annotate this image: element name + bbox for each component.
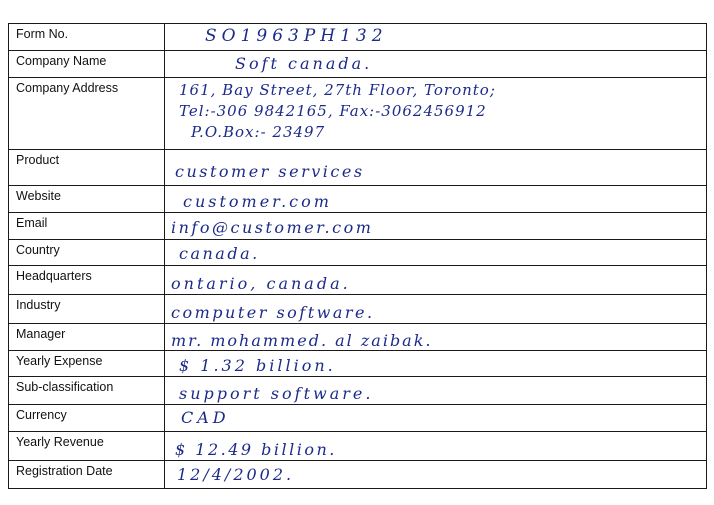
address-line: Tel:-306 9842165, Fax:-3062456912: [179, 102, 487, 120]
form-row-headquarters: [9, 266, 706, 295]
field-label: Sub-classification: [9, 377, 165, 404]
form-row-yearly-revenue: [9, 432, 706, 461]
field-value-cell: [165, 351, 706, 376]
form-row-country: [9, 240, 706, 266]
field-label: Country: [9, 240, 165, 265]
company-address-value: [165, 78, 706, 149]
field-value-cell: [165, 51, 706, 77]
form-row-website: [9, 186, 706, 213]
field-value-cell: [165, 213, 706, 239]
field-label: Manager: [9, 324, 165, 350]
form-row-industry: [9, 295, 706, 324]
sub-classification-value: support software.: [179, 384, 374, 403]
field-value-cell: [165, 240, 706, 265]
form-row-product: [9, 150, 706, 186]
field-label: Form No.: [9, 24, 165, 50]
field-value-cell: [165, 324, 706, 350]
field-label: Email: [9, 213, 165, 239]
field-label: Headquarters: [9, 266, 165, 294]
industry-value: computer software.: [171, 303, 375, 322]
yearly-revenue-value: $ 12.49 billion.: [175, 440, 337, 459]
field-value-cell: [165, 24, 706, 50]
field-value-cell: [165, 432, 706, 460]
field-label: Industry: [9, 295, 165, 323]
field-value-cell: [165, 461, 706, 488]
form-row-registration-date: [9, 461, 706, 488]
field-label: Registration Date: [9, 461, 165, 488]
registration-form: [8, 23, 707, 489]
field-value-cell: [165, 186, 706, 212]
field-value-cell: [165, 295, 706, 323]
product-value: customer services: [175, 162, 365, 181]
country-value: canada.: [179, 244, 260, 263]
form-row-company-address: [9, 78, 706, 150]
field-label: Product: [9, 150, 165, 185]
field-label: Yearly Revenue: [9, 432, 165, 460]
address-line: 161, Bay Street, 27th Floor, Toronto;: [179, 81, 496, 99]
field-value-cell: [165, 266, 706, 294]
registration-date-value: 12/4/2002.: [177, 465, 295, 484]
form-row-yearly-expense: [9, 351, 706, 377]
field-label: Yearly Expense: [9, 351, 165, 376]
form-row-currency: [9, 405, 706, 432]
field-label: Company Name: [9, 51, 165, 77]
form-row-sub-classification: [9, 377, 706, 405]
field-label: Website: [9, 186, 165, 212]
field-label: Company Address: [9, 78, 165, 149]
company-name-value: Soft canada.: [235, 54, 373, 73]
form-row-form-no: [9, 24, 706, 51]
headquarters-value: ontario, canada.: [171, 274, 351, 293]
form-row-email: [9, 213, 706, 240]
form-row-manager: [9, 324, 706, 351]
yearly-expense-value: $ 1.32 billion.: [179, 356, 336, 375]
field-label: Currency: [9, 405, 165, 431]
website-value: customer.com: [183, 192, 332, 211]
form-row-company-name: [9, 51, 706, 78]
manager-value: mr. mohammed. al zaibak.: [171, 331, 433, 350]
form-no-value: SO1963PH132: [205, 26, 388, 46]
address-line: P.O.Box:- 23497: [191, 123, 326, 141]
currency-value: CAD: [181, 408, 230, 427]
field-value-cell: [165, 150, 706, 185]
field-value-cell: [165, 377, 706, 404]
field-value-cell: [165, 405, 706, 431]
email-value: info@customer.com: [171, 218, 374, 237]
